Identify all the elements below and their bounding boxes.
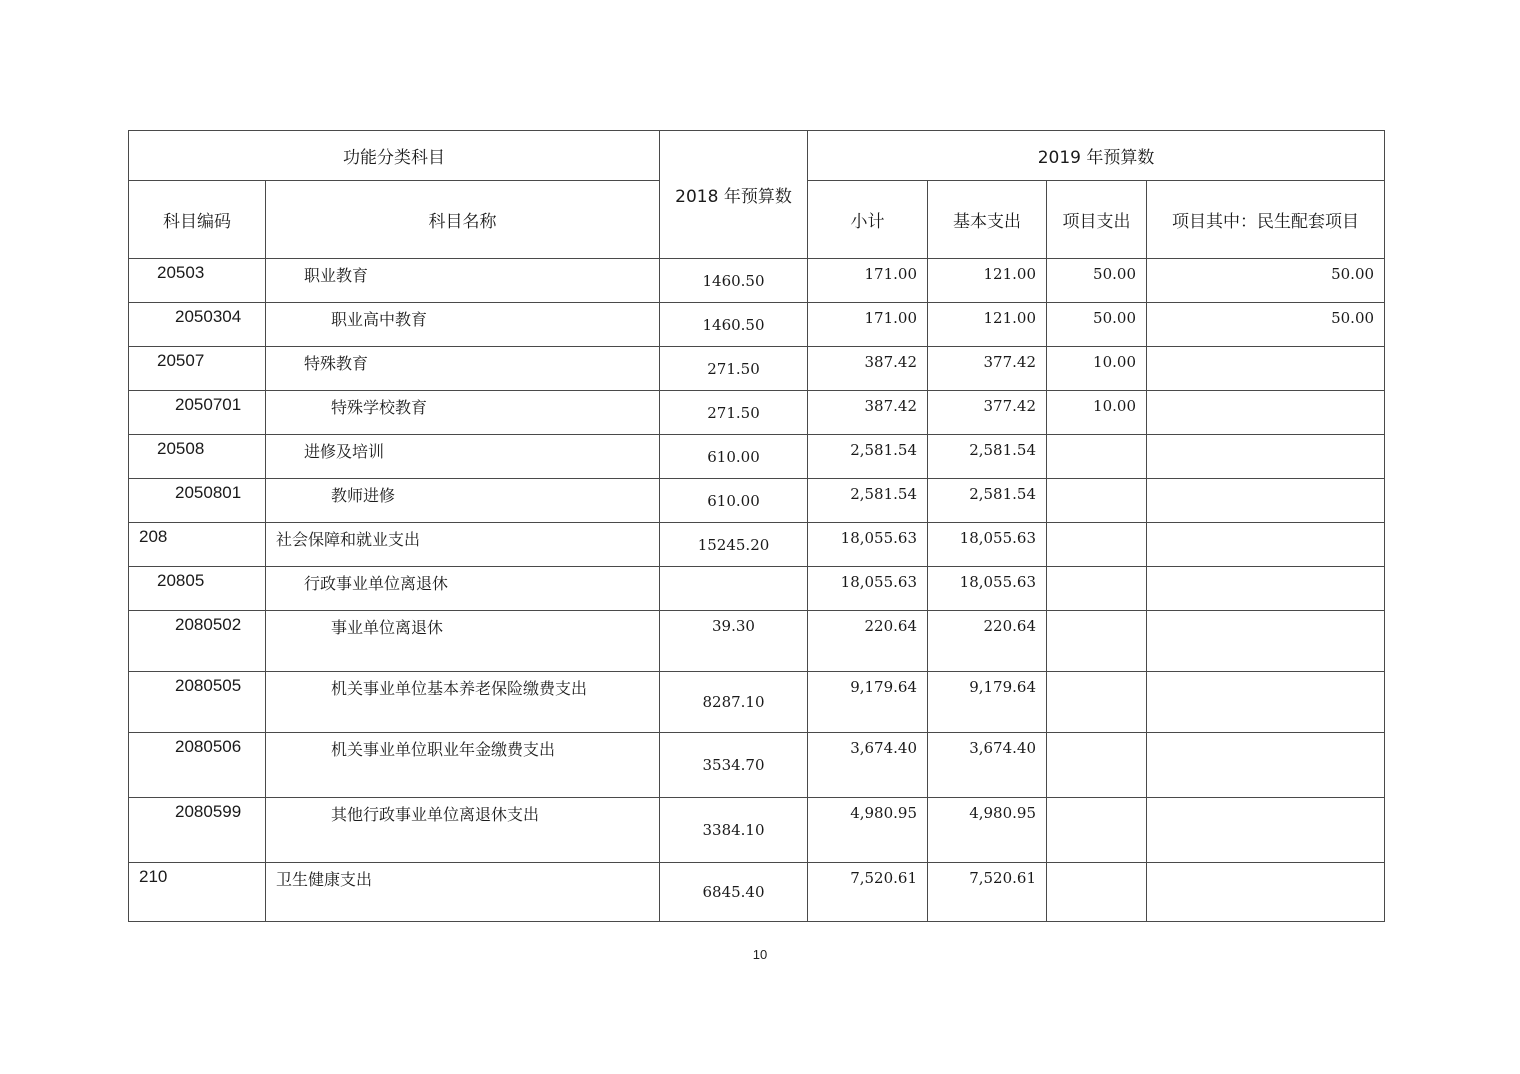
row-prev-year: 3384.10 bbox=[660, 798, 808, 863]
row-name: 卫生健康支出 bbox=[266, 863, 660, 922]
row-project: 50.00 bbox=[1047, 303, 1147, 347]
table-row bbox=[129, 259, 1385, 303]
row-basic: 2,581.54 bbox=[928, 479, 1047, 523]
row-name: 事业单位离退休 bbox=[266, 611, 660, 672]
row-project bbox=[1047, 479, 1147, 523]
table-row bbox=[129, 391, 1385, 435]
row-livelihood bbox=[1147, 798, 1385, 863]
table-row bbox=[129, 347, 1385, 391]
row-code: 210 bbox=[129, 863, 266, 922]
row-project bbox=[1047, 798, 1147, 863]
row-name: 机关事业单位基本养老保险缴费支出 bbox=[266, 672, 660, 733]
row-livelihood: 50.00 bbox=[1147, 259, 1385, 303]
header-livelihood-project: 项目其中：民生配套项目 bbox=[1147, 181, 1385, 259]
header-subject-code: 科目编码 bbox=[129, 181, 266, 259]
row-livelihood bbox=[1147, 733, 1385, 798]
row-code: 2080502 bbox=[129, 611, 266, 672]
row-name: 进修及培训 bbox=[266, 435, 660, 479]
row-project: 10.00 bbox=[1047, 347, 1147, 391]
row-livelihood bbox=[1147, 479, 1385, 523]
row-basic: 220.64 bbox=[928, 611, 1047, 672]
row-subtotal: 18,055.63 bbox=[808, 523, 928, 567]
row-name: 行政事业单位离退休 bbox=[266, 567, 660, 611]
row-code: 2050701 bbox=[129, 391, 266, 435]
header-current-year-budget: 2019 年预算数 bbox=[808, 131, 1385, 181]
table-row bbox=[129, 479, 1385, 523]
row-name: 特殊教育 bbox=[266, 347, 660, 391]
row-prev-year: 1460.50 bbox=[660, 303, 808, 347]
row-project: 10.00 bbox=[1047, 391, 1147, 435]
row-livelihood bbox=[1147, 611, 1385, 672]
row-project bbox=[1047, 863, 1147, 922]
row-prev-year: 1460.50 bbox=[660, 259, 808, 303]
row-subtotal: 9,179.64 bbox=[808, 672, 928, 733]
header-functional-category: 功能分类科目 bbox=[129, 131, 660, 181]
row-basic: 377.42 bbox=[928, 347, 1047, 391]
row-livelihood bbox=[1147, 435, 1385, 479]
row-subtotal: 220.64 bbox=[808, 611, 928, 672]
row-subtotal: 2,581.54 bbox=[808, 435, 928, 479]
row-code: 20805 bbox=[129, 567, 266, 611]
header-basic-expenditure: 基本支出 bbox=[928, 181, 1047, 259]
row-name: 职业教育 bbox=[266, 259, 660, 303]
row-project: 50.00 bbox=[1047, 259, 1147, 303]
row-basic: 377.42 bbox=[928, 391, 1047, 435]
row-basic: 4,980.95 bbox=[928, 798, 1047, 863]
row-basic: 18,055.63 bbox=[928, 523, 1047, 567]
row-subtotal: 171.00 bbox=[808, 259, 928, 303]
row-subtotal: 3,674.40 bbox=[808, 733, 928, 798]
row-prev-year: 6845.40 bbox=[660, 863, 808, 922]
row-code: 208 bbox=[129, 523, 266, 567]
row-prev-year: 39.30 bbox=[660, 611, 808, 672]
row-code: 2050304 bbox=[129, 303, 266, 347]
row-name: 教师进修 bbox=[266, 479, 660, 523]
table-row bbox=[129, 863, 1385, 922]
row-subtotal: 4,980.95 bbox=[808, 798, 928, 863]
row-project bbox=[1047, 523, 1147, 567]
row-code: 2080505 bbox=[129, 672, 266, 733]
row-basic: 121.00 bbox=[928, 259, 1047, 303]
row-code: 20508 bbox=[129, 435, 266, 479]
row-livelihood bbox=[1147, 863, 1385, 922]
row-project bbox=[1047, 435, 1147, 479]
row-livelihood bbox=[1147, 347, 1385, 391]
row-name: 职业高中教育 bbox=[266, 303, 660, 347]
row-livelihood: 50.00 bbox=[1147, 303, 1385, 347]
table-row bbox=[129, 303, 1385, 347]
row-prev-year: 271.50 bbox=[660, 347, 808, 391]
table-row bbox=[129, 523, 1385, 567]
row-prev-year bbox=[660, 567, 808, 611]
table-row bbox=[129, 798, 1385, 863]
row-prev-year: 610.00 bbox=[660, 479, 808, 523]
row-subtotal: 387.42 bbox=[808, 347, 928, 391]
row-basic: 121.00 bbox=[928, 303, 1047, 347]
row-project bbox=[1047, 672, 1147, 733]
row-subtotal: 7,520.61 bbox=[808, 863, 928, 922]
row-subtotal: 171.00 bbox=[808, 303, 928, 347]
header-project-expenditure: 项目支出 bbox=[1047, 181, 1147, 259]
row-project bbox=[1047, 733, 1147, 798]
table-row bbox=[129, 611, 1385, 672]
row-livelihood bbox=[1147, 523, 1385, 567]
row-prev-year: 8287.10 bbox=[660, 672, 808, 733]
row-project bbox=[1047, 567, 1147, 611]
row-code: 20507 bbox=[129, 347, 266, 391]
row-name: 特殊学校教育 bbox=[266, 391, 660, 435]
row-basic: 7,520.61 bbox=[928, 863, 1047, 922]
row-subtotal: 387.42 bbox=[808, 391, 928, 435]
row-basic: 18,055.63 bbox=[928, 567, 1047, 611]
row-basic: 3,674.40 bbox=[928, 733, 1047, 798]
row-subtotal: 18,055.63 bbox=[808, 567, 928, 611]
row-project bbox=[1047, 611, 1147, 672]
table-row bbox=[129, 672, 1385, 733]
page-number: 10 bbox=[752, 947, 768, 962]
row-subtotal: 2,581.54 bbox=[808, 479, 928, 523]
row-name: 机关事业单位职业年金缴费支出 bbox=[266, 733, 660, 798]
table-row bbox=[129, 733, 1385, 798]
row-name: 其他行政事业单位离退休支出 bbox=[266, 798, 660, 863]
budget-table bbox=[128, 130, 1385, 922]
table-row bbox=[129, 567, 1385, 611]
row-code: 2050801 bbox=[129, 479, 266, 523]
row-prev-year: 271.50 bbox=[660, 391, 808, 435]
row-livelihood bbox=[1147, 567, 1385, 611]
row-name: 社会保障和就业支出 bbox=[266, 523, 660, 567]
row-code: 2080506 bbox=[129, 733, 266, 798]
table-row bbox=[129, 435, 1385, 479]
row-livelihood bbox=[1147, 672, 1385, 733]
row-livelihood bbox=[1147, 391, 1385, 435]
row-prev-year: 3534.70 bbox=[660, 733, 808, 798]
row-basic: 9,179.64 bbox=[928, 672, 1047, 733]
row-code: 2080599 bbox=[129, 798, 266, 863]
header-subtotal: 小计 bbox=[808, 181, 928, 259]
header-prev-year-budget: 2018 年预算数 bbox=[660, 131, 808, 259]
row-code: 20503 bbox=[129, 259, 266, 303]
row-prev-year: 610.00 bbox=[660, 435, 808, 479]
row-prev-year: 15245.20 bbox=[660, 523, 808, 567]
header-subject-name: 科目名称 bbox=[266, 181, 660, 259]
row-basic: 2,581.54 bbox=[928, 435, 1047, 479]
